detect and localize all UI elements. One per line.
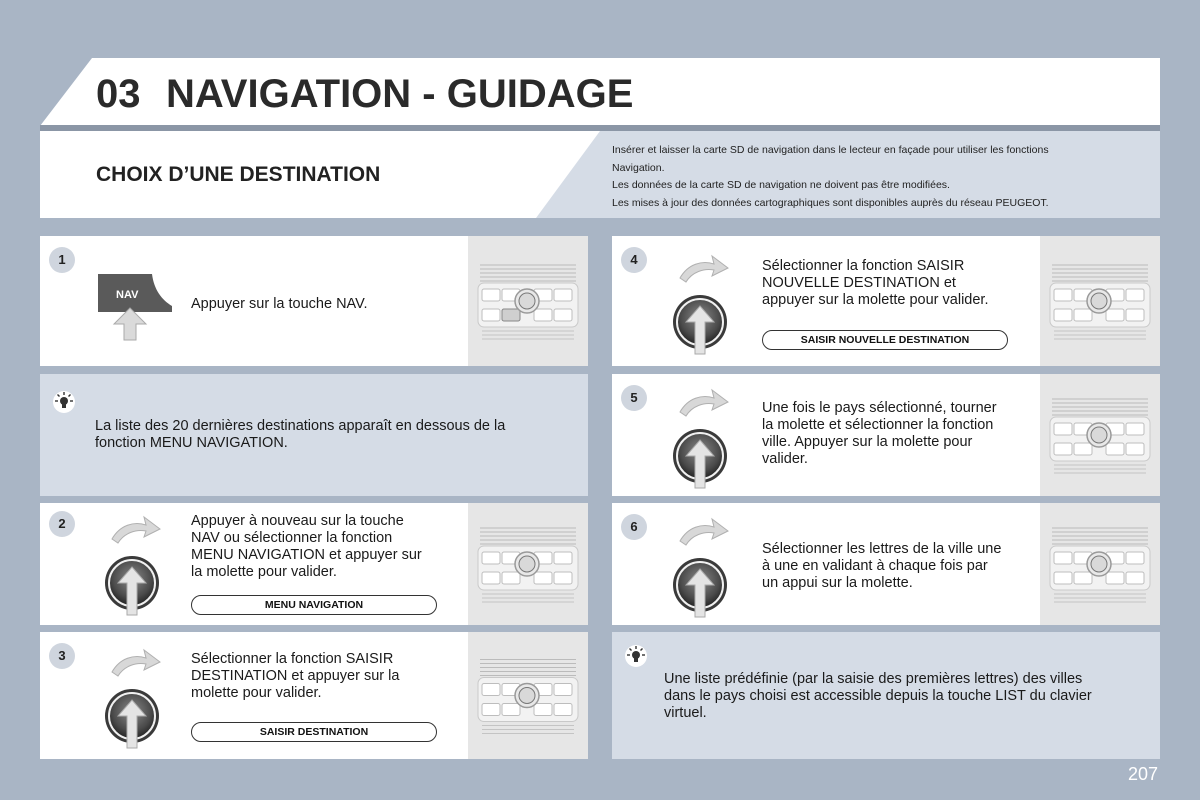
tip-2-text <box>664 671 1092 722</box>
step-6-text <box>762 541 1001 592</box>
step-text-line: Une fois le pays sélectionné, tourner <box>762 400 997 416</box>
knob-turn-press-icon <box>670 513 730 623</box>
saisir-destination-button: SAISIR DESTINATION <box>191 722 437 742</box>
step-3-panel <box>40 632 588 759</box>
knob-press-icon <box>102 511 162 621</box>
radio-faceplate-icon <box>1040 374 1160 496</box>
page-title: NAVIGATION - GUIDAGE <box>166 72 634 116</box>
lightbulb-icon <box>52 390 76 414</box>
step-text-line: NOUVELLE DESTINATION et <box>762 275 956 291</box>
radio-panel-image <box>468 236 588 366</box>
tip-text-line: virtuel. <box>664 705 707 721</box>
intro-line: Les données de la carte SD de navigation ne doivent pas être modifiées. <box>612 179 950 191</box>
tip-1-panel <box>40 374 588 496</box>
step-text-line: la molette et sélectionner la fonction <box>762 417 994 433</box>
step-text-line: un appui sur la molette. <box>762 575 913 591</box>
step-number-badge: 3 <box>49 643 75 669</box>
tip-1-text <box>95 418 505 452</box>
step-number-badge: 1 <box>49 247 75 273</box>
step-5-text <box>762 400 997 468</box>
section-title: CHOIX D’UNE DESTINATION <box>96 163 381 186</box>
step-6-panel <box>612 503 1160 625</box>
step-2-panel <box>40 503 588 625</box>
step-text-line: appuyer sur la molette pour valider. <box>762 292 989 308</box>
step-text-line: Sélectionner la fonction SAISIR <box>762 258 965 274</box>
step-text-line: molette pour valider. <box>191 685 322 701</box>
step-text-line: Appuyer sur la touche NAV. <box>191 296 368 312</box>
intro-line: Navigation. <box>612 161 665 174</box>
tip-2-panel <box>612 632 1160 759</box>
step-4-panel <box>612 236 1160 366</box>
tip-text-line: La liste des 20 dernières destinations apparaît en dessous de la <box>95 418 506 434</box>
radio-faceplate-icon <box>468 632 588 759</box>
radio-panel-image <box>468 503 588 625</box>
step-text-line: valider. <box>762 451 808 467</box>
step-2-text <box>191 513 422 581</box>
intro-line: Les mises à jour des données cartographiques sont disponibles auprès du réseau PEUGEOT. <box>612 196 1049 209</box>
nav-key-press-icon <box>94 266 174 346</box>
knob-press-icon <box>670 250 730 360</box>
radio-faceplate-icon <box>468 236 588 366</box>
lightbulb-icon <box>624 644 648 668</box>
radio-faceplate-icon <box>468 503 588 625</box>
step-text-line: NAV ou sélectionner la fonction <box>191 530 393 546</box>
nav-key-label: NAV <box>116 289 139 301</box>
radio-panel-image <box>1040 503 1160 625</box>
menu-navigation-button: MENU NAVIGATION <box>191 595 437 615</box>
step-text-line: Sélectionner la fonction SAISIR <box>191 651 394 667</box>
step-3-text <box>191 651 399 702</box>
tip-text-line: dans le pays choisi est accessible depuis la touche LIST du clavier <box>664 688 1092 704</box>
radio-faceplate-icon <box>1040 236 1160 366</box>
radio-panel-image <box>468 632 588 759</box>
step-1-panel <box>40 236 588 366</box>
step-number-badge: 6 <box>621 514 647 540</box>
step-text-line: la molette pour valider. <box>191 564 337 580</box>
step-text-line: ville. Appuyer sur la molette pour <box>762 434 973 450</box>
intro-text <box>612 142 1152 212</box>
tip-text-line: fonction MENU NAVIGATION. <box>95 435 288 451</box>
radio-faceplate-icon <box>1040 503 1160 625</box>
step-text-line: Sélectionner les lettres de la ville une <box>762 541 1002 557</box>
page-number: 207 <box>1127 764 1158 784</box>
knob-turn-press-icon <box>670 384 730 494</box>
radio-panel-image <box>1040 374 1160 496</box>
intro-line: Insérer et laisser la carte SD de navigation dans le lecteur en façade pour utiliser les fonctions <box>612 144 1049 156</box>
chapter-number: 03 <box>96 72 141 116</box>
step-number-badge: 5 <box>621 385 647 411</box>
step-text-line: à une en validant à chaque fois par <box>762 558 988 574</box>
step-text-line: MENU NAVIGATION et appuyer sur <box>191 547 422 563</box>
knob-press-icon <box>102 644 162 754</box>
step-text-line: DESTINATION et appuyer sur la <box>191 668 400 684</box>
step-number-badge: 2 <box>49 511 75 537</box>
step-1-text <box>191 296 368 313</box>
step-4-text <box>762 258 989 309</box>
saisir-nouvelle-destination-button: SAISIR NOUVELLE DESTINATION <box>762 330 1008 350</box>
radio-panel-image <box>1040 236 1160 366</box>
step-5-panel <box>612 374 1160 496</box>
step-number-badge: 4 <box>621 247 647 273</box>
step-text-line: Appuyer à nouveau sur la touche <box>191 513 404 529</box>
tip-text-line: Une liste prédéfinie (par la saisie des premières lettres) des villes <box>664 671 1083 687</box>
